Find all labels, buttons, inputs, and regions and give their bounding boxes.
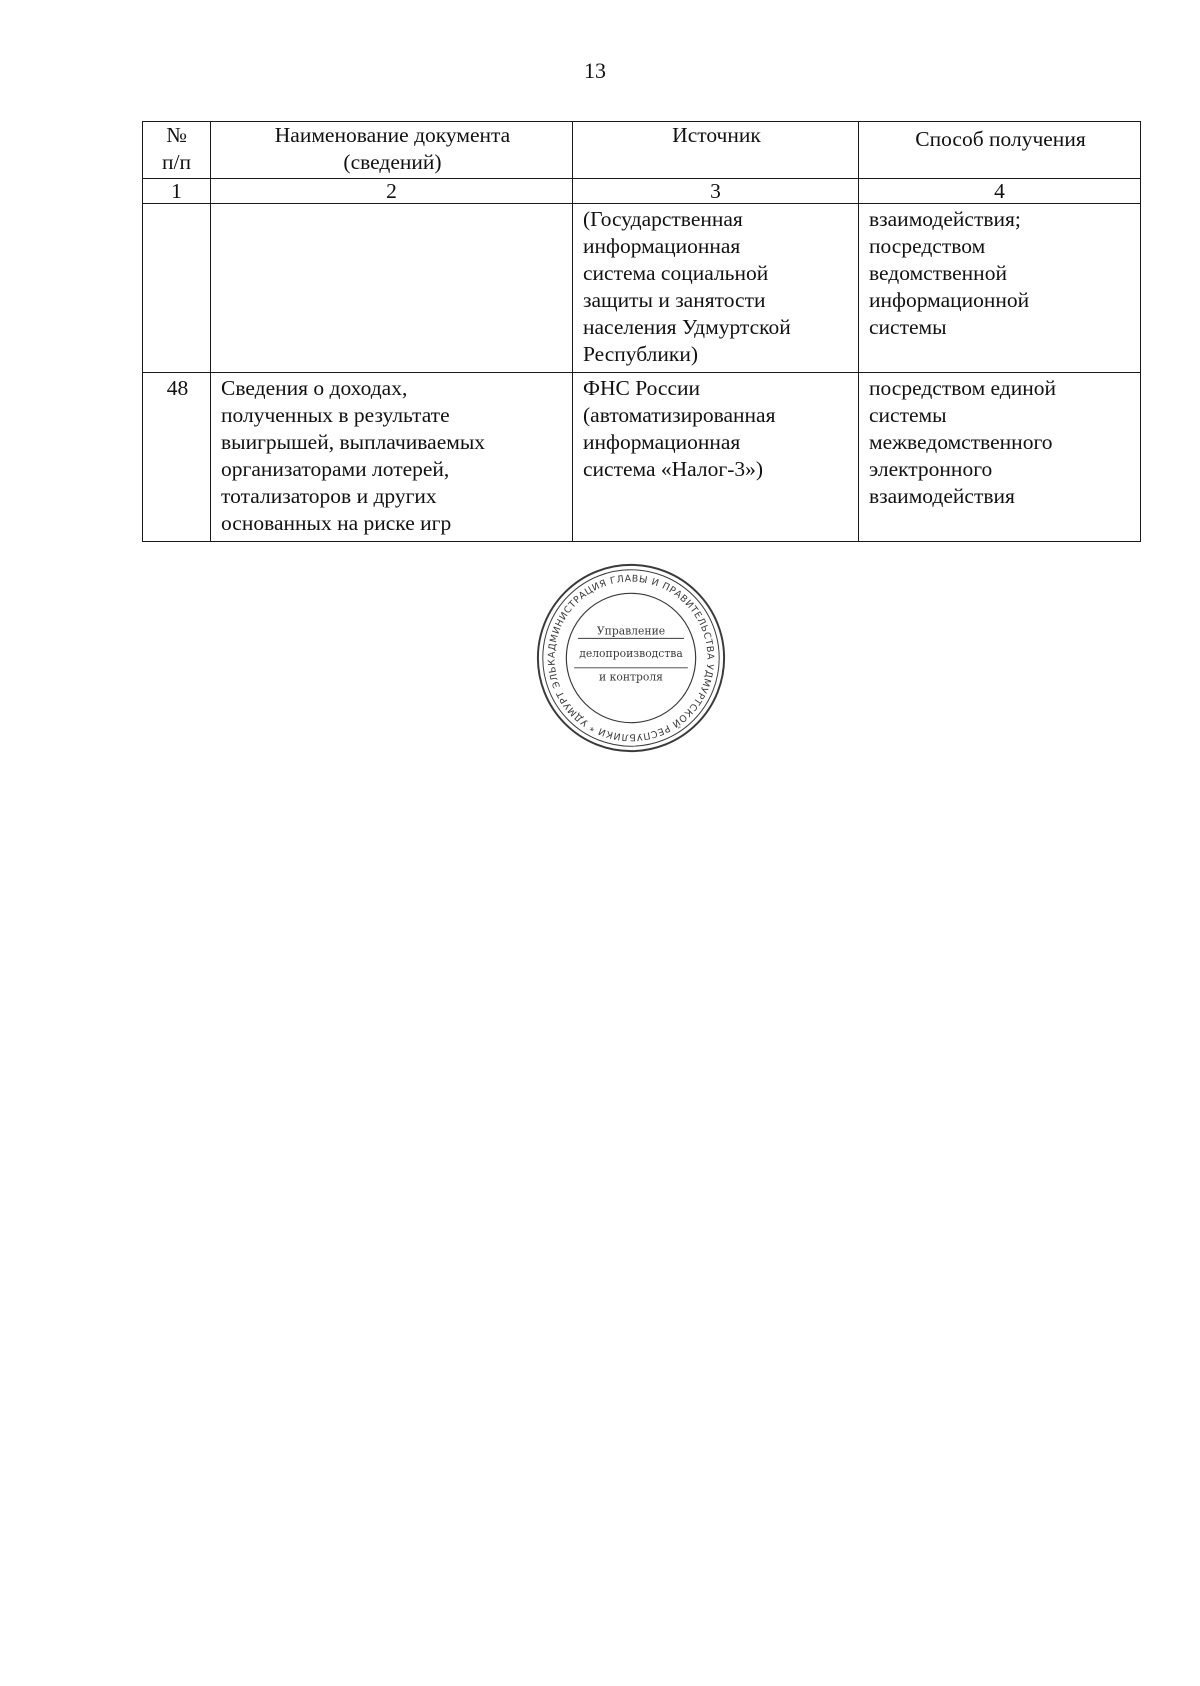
stamp-center-line: делопроизводства (579, 647, 683, 661)
row-method: посредством единой системы межведомственного электронного взаимодействия (859, 373, 1141, 542)
row-source: ФНС России (автоматизированная информационная система «Налог-3») (573, 373, 859, 542)
column-index: 2 (211, 179, 573, 204)
official-stamp (533, 560, 729, 756)
stamp-center-line: и контроля (599, 670, 663, 684)
document-table (142, 121, 1141, 542)
column-index: 1 (143, 179, 211, 204)
column-index-row (143, 179, 1141, 204)
column-index: 4 (859, 179, 1141, 204)
page-number: 13 (584, 58, 606, 83)
stamp-ring-text: АДМИНИСТРАЦИЯ ГЛАВЫ И ПРАВИТЕЛЬСТВА УДМУРТСКОЙ РЕСПУБЛИКИ * УДМУРТ ЭЛЬК (546, 573, 716, 743)
table-row (143, 373, 1141, 542)
stamp-center-line: Управление (596, 624, 666, 638)
header-source: Источник (573, 122, 859, 179)
column-index: 3 (573, 179, 859, 204)
row-number (143, 204, 211, 373)
header-number: № п/п (143, 122, 211, 179)
row-source: (Государственная информационная система социальной защиты и занятости населения Удмуртской Республики) (573, 204, 859, 373)
stamp-seal-icon (533, 560, 729, 756)
row-document-name: Сведения о доходах, полученных в результате выигрышей, выплачиваемых организаторами лотерей, тотализаторов и других основанных на риске игр (211, 373, 573, 542)
row-document-name (211, 204, 573, 373)
row-method: взаимодействия; посредством ведомственной информационной системы (859, 204, 1141, 373)
table-row (143, 204, 1141, 373)
header-method: Способ получения (859, 122, 1141, 179)
table-header-row (143, 122, 1141, 179)
row-number: 48 (143, 373, 211, 542)
header-document-name: Наименование документа (сведений) (211, 122, 573, 179)
